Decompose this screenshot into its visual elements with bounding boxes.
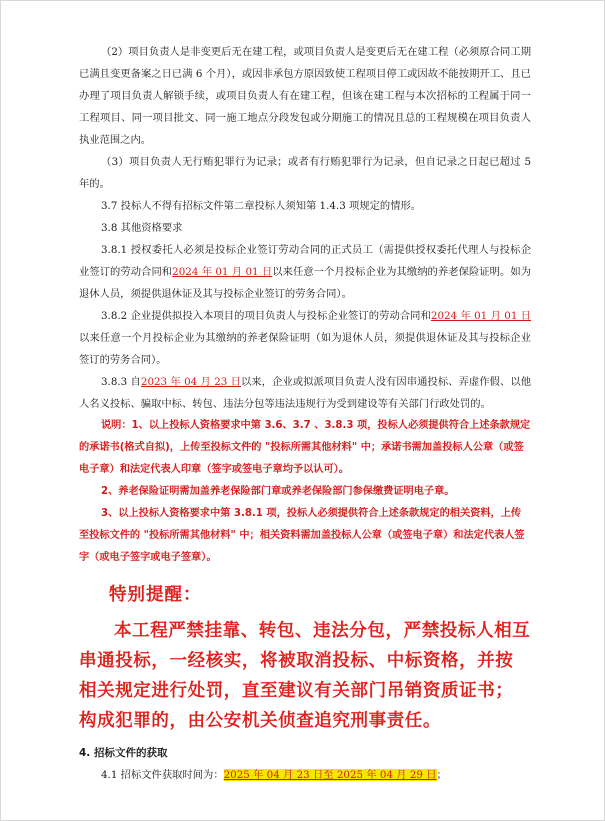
date-2024-01-01: 2024 年 01 月 01 日 (430, 310, 531, 322)
section-4-heading: 4. 招标文件的获取 (79, 747, 168, 759)
clause-3-8-1: 3.8.1 授权委托人必须是投标企业签订劳动合同的正式员工（需提供授权委托代理人与投标企业签订的劳动合同和2024 年 01 月 01 日以来任意一个月投标企业为其缴纳的养老保险证明。如为退休人员，须提供退休证及其与投标企业签订的劳务合同）。 (79, 244, 532, 300)
clause-3-8-3: 3.8.3 自2023 年 04 月 23 日以来，企业或拟派项目负责人没有因串通投标、弄虚作假、以他人名义投标、骗取中标、转包、违法分包等违法违规行为受到建设等有关部门行政处罚的。 (79, 376, 531, 410)
note-1: 说明：1、以上投标人资格要求中第 3.6、3.7 、3.8.3 项，投标人必须提供符合上述条款规定的承诺书(格式自拟)，上传至投标文件的 "投标所需其他材料" 中；承诺书需加盖投标人公章（或签电子章）和法定代表人印章（签字或签电子章均予以认可）。 (79, 420, 531, 475)
clause-3-8-2: 3.8.2 企业提供拟投入本项目的项目负责人与投标企业签订的劳动合同和2024 年 01 月 01 日以来任意一个月投标企业为其缴纳的养老保险证明（如为退休人员，须提供退休证及其与投标企业签订的劳务合同）。 (79, 310, 531, 366)
note-2: 2、养老保险证明需加盖养老保险部门章或养老保险部门参保缴费证明电子章。 (101, 486, 455, 497)
note-3: 3、以上投标人资格要求中第 3.8.1 项，投标人必须提供符合上述条款规定的相关资料，上传至投标文件的 "投标所需其他材料" 中；相关资料需加盖投标人公章（或签电子章）和法定代表人签字（或电子签字或电子签章）。 (79, 508, 525, 563)
clause-3: （3）项目负责人无行贿犯罪行为记录；或者有行贿犯罪行为记录，但自记录之日起已超过 5 年的。 (79, 156, 531, 190)
document-body (79, 41, 531, 786)
clause-3-7: 3.7 投标人不得有招标文件第二章投标人须知第 1.4.3 项规定的情形。 (101, 200, 422, 212)
clause-4-1: 4.1 招标文件获取时间为：2025 年 04 月 23 日至 2025 年 04 月 29 日； (101, 769, 447, 781)
clause-2: （2）项目负责人是非变更后无在建工程，或项目负责人是变更后无在建工程（必须原合同工期已满且变更备案之日已满 6 个月），或因非承包方原因致使工程项目停工或因故不能按期开工、且已办理了项目负责人解锁手续，或项目负责人有在建工程，但该在建工程与本次招标的工程属于同一工程项目、同一项目批文、同一施工地点分段发包或分期施工的情况且总的工程规模在项目负责人执业范围之内。 (79, 46, 531, 146)
clause-3-8-heading: 3.8 其他资格要求 (101, 222, 183, 234)
date-2024-01-01: 2024 年 01 月 01 日 (172, 266, 273, 278)
special-reminder-title: 特别提醒： (109, 585, 202, 605)
date-2023-04-23: 2023 年 04 月 23 日 (140, 376, 242, 388)
acquisition-period: 2025 年 04 月 23 日至 2025 年 04 月 29 日 (223, 769, 437, 781)
special-reminder-body: 本工程严禁挂靠、转包、违法分包，严禁投标人相互串通投标，一经核实，将被取消投标、中标资格，并按相关规定进行处罚，直至建议有关部门吊销资质证书；构成犯罪的，由公安机关侦查追究刑事责任。 (79, 621, 531, 731)
